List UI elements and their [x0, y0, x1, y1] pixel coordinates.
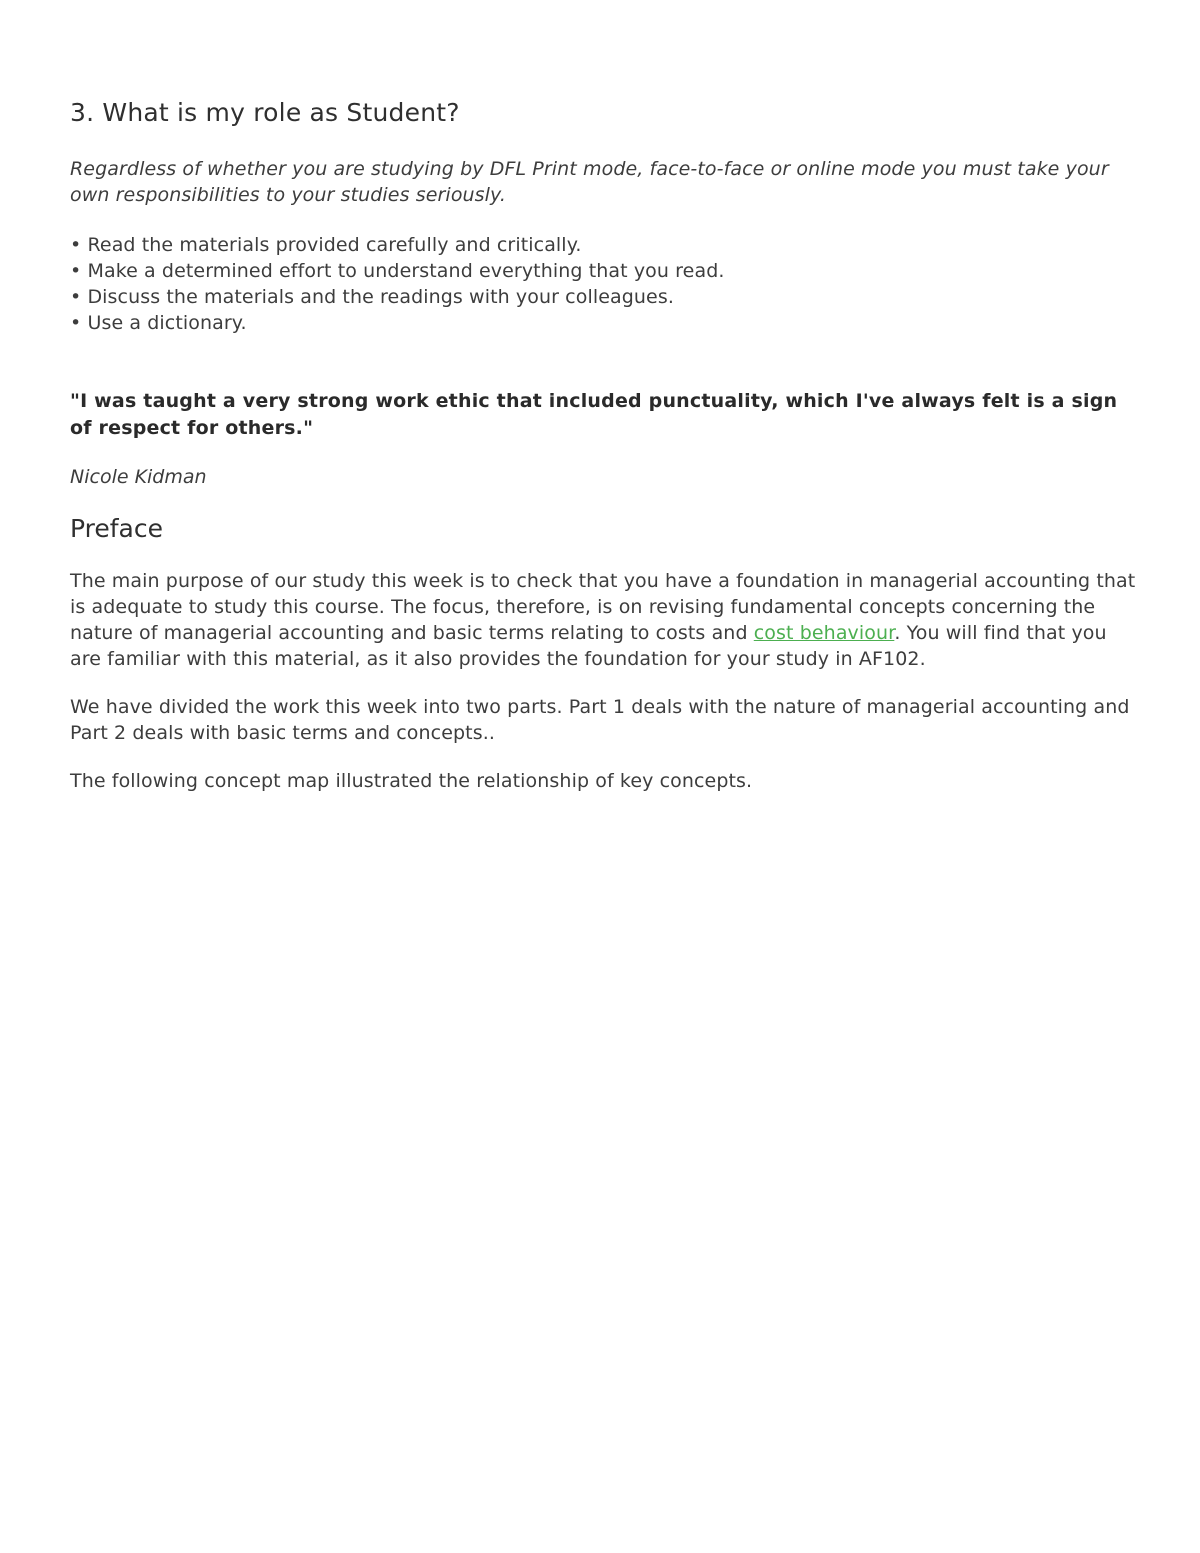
quote-text: "I was taught a very strong work ethic that included punctuality, which I've always felt is a sign of respect for others." [70, 390, 1118, 439]
list-item: • Read the materials provided carefully and critically. [70, 232, 1140, 258]
list-item: • Use a dictionary. [70, 310, 1140, 336]
intro-paragraph: Regardless of whether you are studying by DFL Print mode, face-to-face or online mode you must take your own responsibilities to your studies seriously. [70, 158, 1109, 206]
preface-paragraph-2: We have divided the work this week into two parts. Part 1 deals with the nature of managerial accounting and Part 2 deals with basic terms and concepts.. [70, 696, 1130, 744]
student-duties-list [70, 232, 1140, 336]
preface-text-after-link: . You will find that you are familiar with this material, as it also provides the foundation for your study in AF102. [70, 622, 1107, 670]
list-item: • Make a determined effort to understand everything that you read. [70, 258, 1140, 284]
preface-paragraph-3: The following concept map illustrated the relationship of key concepts. [70, 770, 753, 792]
document-page [70, 96, 1140, 794]
preface-paragraph-1 [70, 568, 1140, 672]
preface-text-before-link: The main purpose of our study this week is to check that you have a foundation in managerial accounting that is adequate to study this course. The focus, therefore, is on revising fundamental concepts concerning the nature of managerial accounting and basic terms relating to costs and [70, 570, 1136, 644]
preface-heading: Preface [70, 514, 163, 543]
cost-behaviour-link[interactable]: cost behaviour [753, 622, 895, 644]
section-heading: 3. What is my role as Student? [70, 98, 460, 127]
list-item: • Discuss the materials and the readings with your colleagues. [70, 284, 1140, 310]
quote-author: Nicole Kidman [70, 466, 207, 488]
